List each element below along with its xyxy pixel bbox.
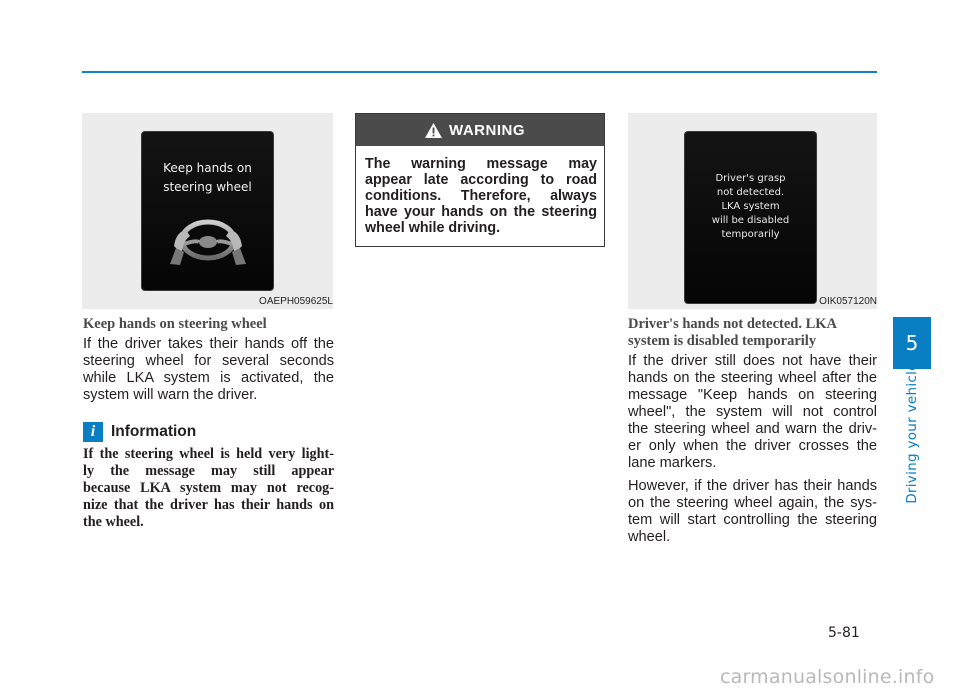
warning-line: The warning message may xyxy=(365,156,597,172)
body-line: hands on the steering wheel after the xyxy=(628,370,877,386)
section-heading: Keep hands on steering wheel xyxy=(83,316,267,332)
warning-text xyxy=(365,156,597,236)
chapter-tab xyxy=(893,317,931,369)
warning-line: wheel while driving. xyxy=(365,220,501,236)
warning-line: appear late according to road xyxy=(365,172,597,188)
information-line: If the steering wheel is held very light- xyxy=(83,446,334,462)
chapter-title: Driving your vehicle xyxy=(904,362,920,504)
body-line: the steering wheel and warn the driv- xyxy=(628,421,877,437)
body-line: If the driver takes their hands off the xyxy=(83,336,334,352)
page-number: 5-81 xyxy=(828,625,860,641)
section-heading xyxy=(628,316,837,350)
figure-code: OIK057120N xyxy=(819,296,877,307)
body-line: wheel", the system will not control xyxy=(628,404,877,420)
body-line: system will warn the driver. xyxy=(83,387,258,403)
information-icon: i xyxy=(83,422,103,442)
information-line: because LKA system may not recog- xyxy=(83,480,334,496)
body-line: on the steering wheel again, the sys- xyxy=(628,495,877,511)
warning-line: conditions. Therefore, always xyxy=(365,188,597,204)
warning-title: WARNING xyxy=(449,122,525,139)
warning-header xyxy=(356,114,604,146)
heading-line: Driver's hands not detected. LKA xyxy=(628,316,838,332)
steering-wheel-hands-icon xyxy=(168,218,248,266)
body-line: er only when the driver crosses the xyxy=(628,438,877,454)
cluster-display xyxy=(684,131,817,304)
body-line: lane markers. xyxy=(628,455,717,471)
body-line: message "Keep hands on steering xyxy=(628,387,877,403)
information-label: Information xyxy=(111,423,197,440)
header-rule xyxy=(82,71,877,73)
body-line: tem will start controlling the steering xyxy=(628,512,877,528)
heading-line: system is disabled temporarily xyxy=(628,333,817,349)
section-body xyxy=(628,353,877,552)
cluster-figure-keep-hands xyxy=(82,113,333,309)
body-line: while LKA system is activated, the xyxy=(83,370,334,386)
section-body xyxy=(83,336,334,404)
cluster-figure-lka-disabled xyxy=(628,113,877,309)
watermark: carmanualsonline.info xyxy=(720,666,935,688)
body-line: wheel. xyxy=(628,529,671,545)
display-message: Driver's grasp not detected. LKA system will be disabled temporarily xyxy=(711,173,790,240)
information-line: the wheel. xyxy=(83,514,144,530)
information-line: nize that the driver has their hands on xyxy=(83,497,334,513)
information-body xyxy=(83,446,334,531)
paragraph xyxy=(628,353,877,472)
figure-code: OAEPH059625L xyxy=(259,296,333,307)
paragraph xyxy=(628,478,877,546)
information-line: ly the message may still appear xyxy=(83,463,334,479)
body-line: steering wheel for several seconds xyxy=(83,353,334,369)
warning-triangle-icon xyxy=(425,123,442,138)
warning-line: have your hands on the steering xyxy=(365,204,597,220)
warning-box xyxy=(355,113,605,247)
cluster-display xyxy=(141,131,274,291)
body-line: If the driver still does not have their xyxy=(628,353,877,369)
display-message: Keep hands on steering wheel xyxy=(163,161,252,194)
body-line: However, if the driver has their hands xyxy=(628,478,877,494)
chapter-number: 5 xyxy=(905,331,919,355)
